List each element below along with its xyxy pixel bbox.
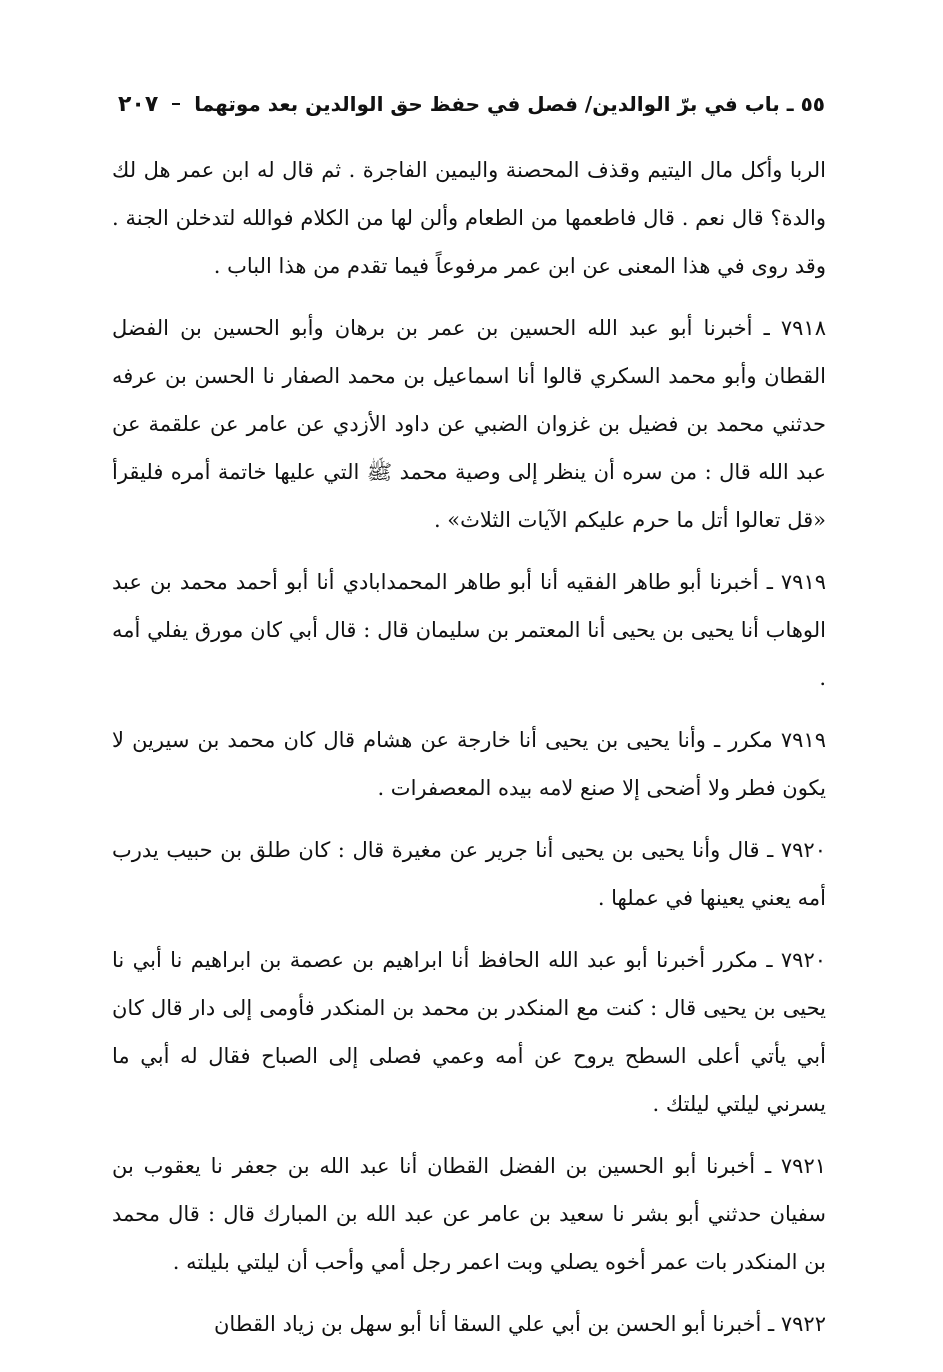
paragraph-text: أخبرنا أبو طاهر الفقيه أنا أبو طاهر المحمدابادي أنا أبو أحمد محمد بن عبد الوهاب أنا يحيى بن يحيى أنا المعتمر بن سليمان قال : قال أبي كان مورق يفلي أمه . (112, 570, 826, 690)
paragraph-continuation (112, 146, 826, 290)
paragraph-text: أخبرنا أبو الحسن بن أبي علي السقا أنا أبو سهل بن زياد القطان (213, 1312, 762, 1336)
hadith-7919 (112, 558, 826, 702)
page-number: ٢٠٧ (118, 91, 159, 117)
chapter-title: ٥٥ ـ باب في برّ الوالدين/ فصل في حفظ حق الوالدين بعد موتهما (194, 92, 825, 116)
hadith-number: ٧٩٢٠ ـ (767, 838, 826, 862)
hadith-7918 (112, 304, 826, 544)
hadith-7920-repeat (112, 936, 826, 1128)
paragraph-text: الربا وأكل مال اليتيم وقذف المحصنة واليمين الفاجرة . ثم قال له ابن عمر هل لك والدة؟ قال نعم . قال فاطعمها من الطعام وألن لها من الكلام فوالله لتدخلن الجنة . وقد روى في هذا المعنى عن ابن عمر مرفوعاً فيما تقدم من هذا الباب . (112, 158, 826, 278)
paragraph-text: وأنا يحيى بن يحيى أنا خارجة عن هشام قال كان محمد بن سيرين لا يكون فطر ولا أضحى إلا صنع لامه بيده المعصفرات . (112, 728, 826, 800)
hadith-number: ٧٩١٩ مكرر ـ (713, 728, 826, 752)
hadith-7919-repeat (112, 716, 826, 812)
paragraph-text: قال وأنا يحيى بن يحيى أنا جرير عن مغيرة قال : كان طلق بن حبيب يدرب أمه يعني يعينها في عملها . (112, 838, 826, 910)
hadith-7920 (112, 826, 826, 922)
running-header (118, 82, 825, 126)
hadith-7922 (112, 1300, 826, 1348)
hadith-number: ٧٩٢١ ـ (764, 1154, 827, 1178)
hadith-7921 (112, 1142, 826, 1286)
hadith-number: ٧٩٢٠ ـ مكرر (713, 948, 827, 972)
paragraph-text: أخبرنا أبو الحسين بن الفضل القطان أنا عبد الله بن جعفر نا يعقوب بن سفيان حدثني أبو بشر نا سعيد بن عامر عن عبد الله بن المبارك قال : قال محمد بن المنكدر بات عمر أخوه يصلي وبت اعمر رجل أمي وأحب أن ليلتي بليلته . (112, 1154, 826, 1274)
hadith-number: ٧٩١٨ ـ (763, 316, 826, 340)
hadith-number: ٧٩٢٢ ـ (768, 1312, 826, 1336)
paragraph-text: أخبرنا أبو عبد الله الحسين بن عمر بن برهان وأبو الحسين بن الفضل القطان وأبو محمد السكري قالوا أنا اسماعيل بن محمد الصفار نا الحسن بن عرفه حدثني محمد بن فضيل بن غزوان الضبي عن داود الأزدي عن عامر عن علقمة عن عبد الله قال : من سره أن ينظر إلى وصية محمد ﷺ التي عليها خاتمة أمره فليقرأ «قل تعالوا أتل ما حرم عليكم الآيات الثلاث» . (112, 316, 826, 532)
header-rule (172, 103, 180, 105)
hadith-number: ٧٩١٩ ـ (766, 570, 827, 594)
paragraph-text: أخبرنا أبو عبد الله الحافظ أنا ابراهيم بن عصمة بن ابراهيم نا أبي نا يحيى بن يحيى قال : كنت مع المنكدر بن محمد بن المنكدر فأومى إلى دار قال كان أبي يأتي أعلى السطح يروح عن أمه وعمي فصلى إلى الصباح فقال له أبي ما يسرني ليلتي ليلتك . (112, 948, 826, 1116)
page-body (112, 146, 826, 1362)
